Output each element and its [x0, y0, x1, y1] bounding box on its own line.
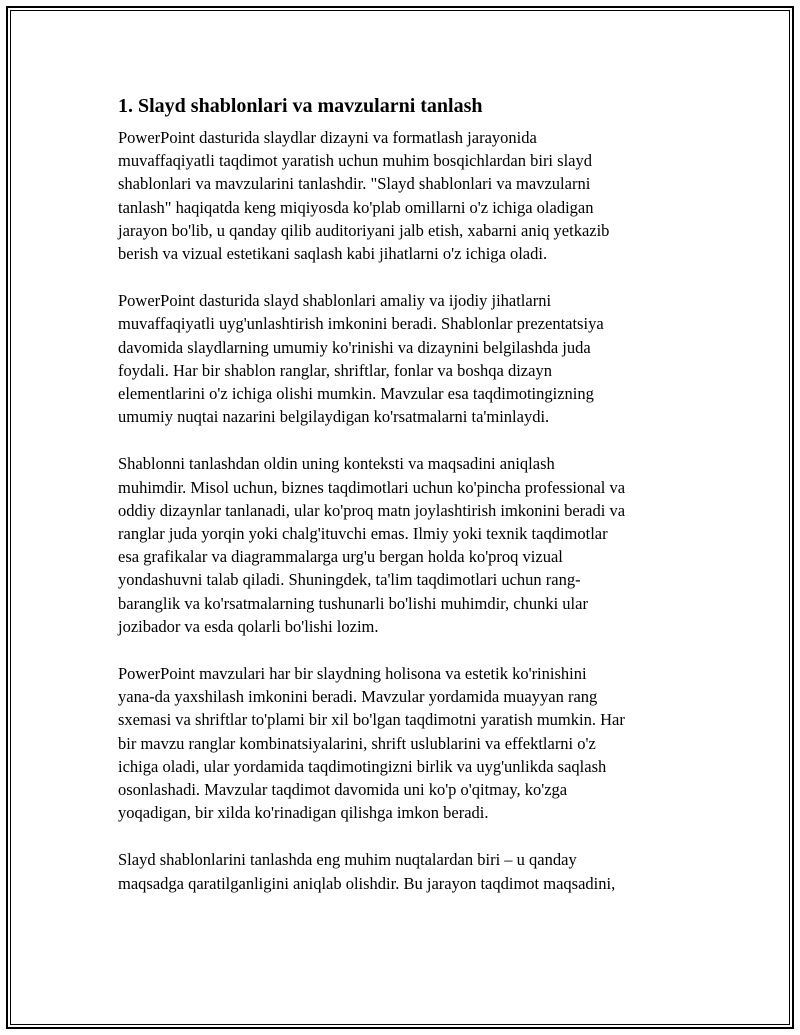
text-line: osonlashadi. Mavzular taqdimot davomida uni ko'p o'qitmay, ko'zga — [118, 780, 568, 800]
text-line: umumiy nuqtai nazarini belgilaydigan ko'rsatmalarni ta'minlaydi. — [118, 407, 550, 427]
text-line: Slayd shablonlarini tanlashda eng muhim nuqtalardan biri – u qanday — [118, 850, 577, 870]
text-line: muvaffaqiyatli taqdimot yaratish uchun muhim bosqichlardan biri slayd — [118, 151, 592, 171]
text-line: jozibador va esda qolarli bo'lishi lozim. — [118, 616, 379, 636]
document-body — [118, 94, 690, 919]
text-line: ranglar juda yorqin yoki chalg'ituvchi emas. Ilmiy yoki texnik taqdimotlar — [118, 524, 608, 544]
text-line: muvaffaqiyatli uyg'unlashtirish imkonini beradi. Shablonlar prezentatsiya — [118, 314, 604, 334]
text-line: oddiy dizaynlar tanlanadi, ular ko'proq matn joylashtirish imkonini beradi va — [118, 500, 626, 520]
text-line: yondashuvni talab qiladi. Shuningdek, ta'lim taqdimotlari uchun rang- — [118, 570, 581, 590]
text-line: yana-da yaxshilash imkonini beradi. Mavzular yordamida muayyan rang — [118, 687, 598, 707]
paragraph-2 — [118, 289, 690, 428]
text-line: davomida slaydlarning umumiy ko'rinishi va dizaynini belgilashda juda — [118, 337, 591, 357]
text-line: Shablonni tanlashdan oldin uning konteksti va maqsadini aniqlash — [118, 454, 555, 474]
text-line: bir mavzu ranglar kombinatsiyalarini, shrift uslublarini va effektlarni o'z — [118, 733, 596, 753]
text-line: maqsadga qaratilganligini aniqlab olishdir. Bu jarayon taqdimot maqsadini, — [118, 873, 616, 893]
text-line: elementlarini o'z ichiga olishi mumkin. Mavzular esa taqdimotingizning — [118, 384, 594, 404]
text-line: PowerPoint mavzulari har bir slaydning holisona va estetik ko'rinishini — [118, 664, 587, 684]
paragraph-3 — [118, 452, 690, 638]
paragraph-4 — [118, 662, 690, 824]
section-heading: 1. Slayd shablonlari va mavzularni tanlash — [118, 95, 483, 117]
text-line: muhimdir. Misol uchun, biznes taqdimotlari uchun ko'pincha professional va — [118, 477, 626, 497]
text-line: baranglik va ko'rsatmalarning tushunarli bo'lishi muhimdir, chunki ular — [118, 593, 588, 613]
text-line: shablonlari va mavzularini tanlashdir. "Slayd shablonlari va mavzularni — [118, 174, 591, 194]
text-line: sxemasi va shriftlar to'plami bir xil bo'lgan taqdimotni yaratish mumkin. Har — [118, 710, 625, 730]
text-line: ichiga oladi, ular yordamida taqdimotingizni birlik va uyg'unlikda saqlash — [118, 756, 607, 776]
text-line: tanlash" haqiqatda keng miqiyosda ko'plab omillarni o'z ichiga oladigan — [118, 197, 594, 217]
text-line: PowerPoint dasturida slayd shablonlari amaliy va ijodiy jihatlarni — [118, 291, 552, 311]
text-line: berish va vizual estetikani saqlash kabi jihatlarni o'z ichiga oladi. — [118, 244, 548, 264]
paragraph-5 — [118, 848, 690, 894]
paragraph-1 — [118, 126, 690, 265]
text-line: jarayon bo'lib, u qanday qilib auditoriyani jalb etish, xabarni aniq yetkazib — [118, 220, 610, 240]
text-line: esa grafikalar va diagrammalarga urg'u bergan holda ko'proq vizual — [118, 547, 563, 567]
text-line: foydali. Har bir shablon ranglar, shriftlar, fonlar va boshqa dizayn — [118, 360, 552, 380]
text-line: PowerPoint dasturida slaydlar dizayni va formatlash jarayonida — [118, 128, 537, 147]
text-line: yoqadigan, bir xilda ko'rinadigan qilishga imkon beradi. — [118, 803, 489, 823]
